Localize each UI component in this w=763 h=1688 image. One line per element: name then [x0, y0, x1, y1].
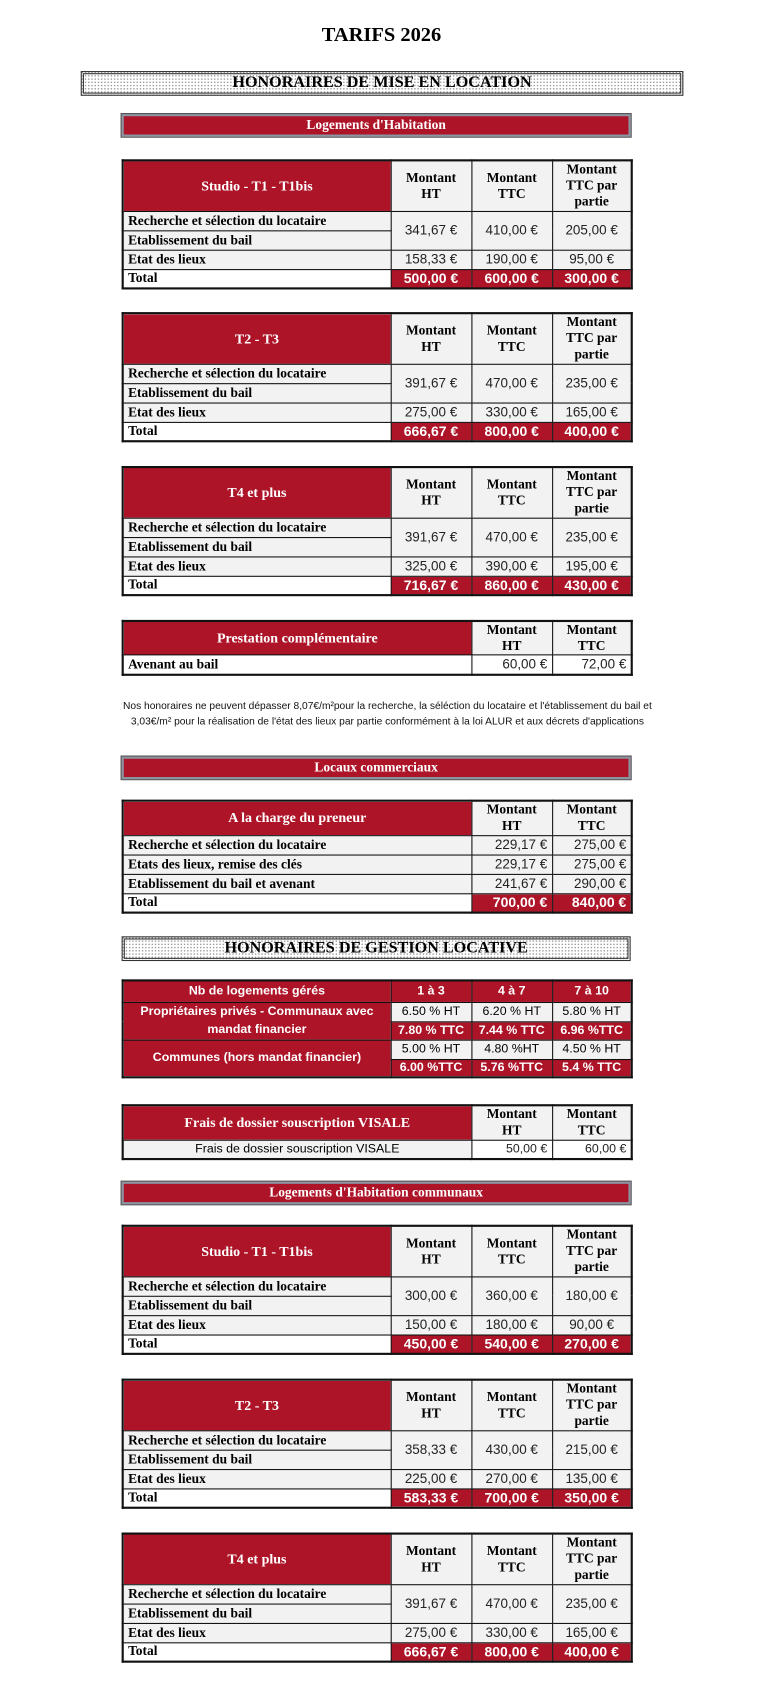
- table-row: [123, 422, 632, 441]
- rate-ttc-cell: 7.80 % TTC: [391, 1021, 472, 1039]
- total-cell: 400,00 €: [552, 1642, 632, 1661]
- column-header: Montant TTC: [552, 1105, 632, 1139]
- banner-gestion: [122, 936, 631, 961]
- table-row: [123, 1105, 632, 1139]
- rate-ttc-cell: 6.00 %TTC: [391, 1059, 472, 1077]
- total-cell: 860,00 €: [471, 576, 552, 595]
- row-label-recherche: Recherche et sélection du locataire: [123, 1430, 391, 1449]
- total-cell: 666,67 €: [391, 1642, 472, 1661]
- value-cell: 72,00 €: [552, 655, 632, 674]
- total-cell: 430,00 €: [552, 576, 632, 595]
- column-header: 1 à 3: [391, 980, 472, 1002]
- value-cell: 275,00 €: [552, 835, 632, 854]
- table-row: [123, 855, 632, 874]
- table-row: [123, 1623, 632, 1642]
- value-cell: 150,00 €: [391, 1315, 472, 1334]
- table-row: [123, 1469, 632, 1488]
- total-label: Total: [123, 1488, 391, 1507]
- column-header: Montant TTC: [471, 313, 552, 364]
- column-header: Montant HT: [391, 1226, 472, 1277]
- column-header: Montant HT: [391, 467, 472, 518]
- row-label-recherche: Recherche et sélection du locataire: [123, 211, 391, 230]
- section-habitation: Logements d'Habitation: [122, 114, 631, 137]
- table-row: [123, 893, 632, 912]
- total-label: Total: [123, 1334, 391, 1353]
- total-label: Total: [123, 1642, 391, 1661]
- value-cell: 165,00 €: [552, 402, 632, 421]
- table-row: [123, 874, 632, 893]
- table-row: [123, 980, 632, 1002]
- page-title: TARIFS 2026: [321, 23, 442, 47]
- value-cell: 229,17 €: [471, 835, 552, 854]
- fee-table-t2-t3: [122, 312, 633, 442]
- column-header: Montant HT: [391, 313, 472, 364]
- value-cell: 275,00 €: [391, 1623, 472, 1642]
- value-cell: 391,67 €: [391, 364, 472, 403]
- total-label: Total: [123, 576, 391, 595]
- table-row: [123, 364, 632, 383]
- rate-ht-cell: 6.50 % HT: [391, 1002, 472, 1021]
- rate-ht-cell: 4.80 %HT: [471, 1040, 552, 1059]
- column-header: Montant HT: [391, 160, 472, 211]
- rate-ttc-cell: 5.4 % TTC: [552, 1059, 632, 1077]
- rate-ttc-cell: 6.96 %TTC: [552, 1021, 632, 1039]
- value-cell: 390,00 €: [471, 556, 552, 575]
- column-header: 7 à 10: [552, 980, 632, 1002]
- value-cell: 358,33 €: [391, 1430, 472, 1469]
- table-row: [123, 1140, 632, 1159]
- row-label-bail: Etablissement du bail: [123, 1450, 391, 1469]
- total-label: Total: [123, 422, 391, 441]
- column-header: Montant TTC: [471, 467, 552, 518]
- value-cell: 430,00 €: [471, 1430, 552, 1469]
- row-label-recherche: Recherche et sélection du locataire: [123, 1276, 391, 1295]
- column-header: Montant HT: [471, 1105, 552, 1139]
- table-row: [123, 1534, 632, 1585]
- column-header: Montant TTC par partie: [552, 467, 632, 518]
- value-cell: 391,67 €: [391, 1584, 472, 1623]
- table-row: [123, 1584, 632, 1603]
- table-title: T4 et plus: [123, 467, 391, 518]
- value-cell: 330,00 €: [471, 1623, 552, 1642]
- table-title: Prestation complémentaire: [123, 621, 472, 655]
- row-label-recherche: Recherche et sélection du locataire: [123, 518, 391, 537]
- prestation-table: [122, 620, 633, 675]
- row-label: Recherche et sélection du locataire: [123, 835, 472, 854]
- legal-note: [65, 700, 711, 730]
- value-cell: 391,67 €: [391, 518, 472, 557]
- total-cell: 700,00 €: [471, 893, 552, 912]
- row-label-bail: Etablissement du bail: [123, 1296, 391, 1315]
- value-cell: 270,00 €: [471, 1469, 552, 1488]
- total-cell: 583,33 €: [391, 1488, 472, 1507]
- total-cell: 700,00 €: [471, 1488, 552, 1507]
- banner-mise-en-location: [81, 71, 684, 96]
- table-row: [123, 313, 632, 364]
- table-title: Frais de dossier souscription VISALE: [123, 1105, 472, 1139]
- value-cell: 180,00 €: [552, 1276, 632, 1315]
- value-cell: 50,00 €: [471, 1140, 552, 1159]
- column-header: Montant TTC par partie: [552, 1380, 632, 1431]
- table-row: [123, 1380, 632, 1431]
- column-header: Montant TTC: [471, 160, 552, 211]
- fee-table-studio-t1-t1bis: [122, 159, 633, 289]
- table-title: T4 et plus: [123, 1534, 391, 1585]
- value-cell: 205,00 €: [552, 211, 632, 250]
- value-cell: 135,00 €: [552, 1469, 632, 1488]
- value-cell: 330,00 €: [471, 402, 552, 421]
- value-cell: 158,33 €: [391, 250, 472, 269]
- total-cell: 666,67 €: [391, 422, 472, 441]
- value-cell: 60,00 €: [471, 655, 552, 674]
- table-row: [123, 402, 632, 421]
- column-header: Montant TTC par partie: [552, 160, 632, 211]
- value-cell: 165,00 €: [552, 1623, 632, 1642]
- value-cell: 300,00 €: [391, 1276, 472, 1315]
- rate-ttc-cell: 7.44 % TTC: [471, 1021, 552, 1039]
- row-label-etat: Etat des lieux: [123, 402, 391, 421]
- commerciaux-table: [122, 800, 633, 914]
- total-cell: 300,00 €: [552, 269, 632, 288]
- table-title: T2 - T3: [123, 1380, 391, 1431]
- table-row: [123, 160, 632, 211]
- table-row: [123, 250, 632, 269]
- gestion-table: [122, 979, 633, 1078]
- column-header: Montant TTC: [471, 1226, 552, 1277]
- column-header: Montant HT: [471, 621, 552, 655]
- rate-ht-cell: 4.50 % HT: [552, 1040, 632, 1059]
- table-row: [123, 801, 632, 835]
- value-cell: 410,00 €: [471, 211, 552, 250]
- row-label-recherche: Recherche et sélection du locataire: [123, 364, 391, 383]
- column-header: Montant HT: [391, 1534, 472, 1585]
- table-row: [123, 1430, 632, 1449]
- value-cell: 360,00 €: [471, 1276, 552, 1315]
- row-label-bail: Etablissement du bail: [123, 537, 391, 556]
- total-cell: 400,00 €: [552, 422, 632, 441]
- row-label: Etablissement du bail et avenant: [123, 874, 472, 893]
- table-row: [123, 467, 632, 518]
- row-label-etat: Etat des lieux: [123, 250, 391, 269]
- total-cell: 270,00 €: [552, 1334, 632, 1353]
- table-row: [123, 1002, 632, 1021]
- table-row: [123, 835, 632, 854]
- value-cell: 95,00 €: [552, 250, 632, 269]
- column-header: 4 à 7: [471, 980, 552, 1002]
- table-row: [123, 621, 632, 655]
- visale-table: [122, 1104, 633, 1160]
- column-header: Montant TTC: [471, 1534, 552, 1585]
- table-title: Studio - T1 - T1bis: [123, 160, 391, 211]
- table-row: [123, 269, 632, 288]
- table-row: [123, 1642, 632, 1661]
- rate-ttc-cell: 5.76 %TTC: [471, 1059, 552, 1077]
- table-row: [123, 655, 632, 674]
- value-cell: 60,00 €: [552, 1140, 632, 1159]
- table-title: T2 - T3: [123, 313, 391, 364]
- value-cell: 275,00 €: [552, 855, 632, 874]
- table-title: Studio - T1 - T1bis: [123, 1226, 391, 1277]
- value-cell: 470,00 €: [471, 1584, 552, 1623]
- value-cell: 470,00 €: [471, 364, 552, 403]
- value-cell: 275,00 €: [391, 402, 472, 421]
- total-label: Total: [123, 893, 472, 912]
- legal-note-line: Nos honoraires ne peuvent dépasser 8,07€/m²pour la recherche, la séléction du locataire et l'établissement du bail et: [123, 700, 652, 713]
- total-cell: 840,00 €: [552, 893, 632, 912]
- column-header: Montant TTC: [552, 621, 632, 655]
- value-cell: 229,17 €: [471, 855, 552, 874]
- banner-mise-en-location-text: HONORAIRES DE MISE EN LOCATION: [232, 74, 532, 92]
- row-label: Etats des lieux, remise des clés: [123, 855, 472, 874]
- total-cell: 500,00 €: [391, 269, 472, 288]
- value-cell: 325,00 €: [391, 556, 472, 575]
- rate-ht-cell: 5.80 % HT: [552, 1002, 632, 1021]
- total-cell: 450,00 €: [391, 1334, 472, 1353]
- table-row: [123, 518, 632, 537]
- table-row: [123, 1315, 632, 1334]
- value-cell: 215,00 €: [552, 1430, 632, 1469]
- row-label-bail: Etablissement du bail: [123, 230, 391, 249]
- value-cell: 90,00 €: [552, 1315, 632, 1334]
- column-header: Nb de logements gérés: [123, 980, 391, 1002]
- row-label: Frais de dossier souscription VISALE: [123, 1140, 472, 1159]
- value-cell: 225,00 €: [391, 1469, 472, 1488]
- value-cell: 195,00 €: [552, 556, 632, 575]
- table-row: [123, 1488, 632, 1507]
- fee-table-t2-t3: [122, 1379, 633, 1509]
- column-header: Montant HT: [471, 801, 552, 835]
- row-label-etat: Etat des lieux: [123, 1469, 391, 1488]
- column-header: Montant TTC: [552, 801, 632, 835]
- table-row: [123, 1276, 632, 1295]
- column-header: Montant TTC par partie: [552, 1226, 632, 1277]
- total-cell: 800,00 €: [471, 1642, 552, 1661]
- total-cell: 540,00 €: [471, 1334, 552, 1353]
- total-cell: 350,00 €: [552, 1488, 632, 1507]
- value-cell: 235,00 €: [552, 518, 632, 557]
- legal-note-line: 3,03€/m² pour la réalisation de l'état des lieux par partie conformément à la loi ALUR et aux décrets d'applications: [130, 715, 644, 728]
- rate-ht-cell: 5.00 % HT: [391, 1040, 472, 1059]
- total-cell: 600,00 €: [471, 269, 552, 288]
- row-label: Avenant au bail: [123, 655, 472, 674]
- row-label-etat: Etat des lieux: [123, 556, 391, 575]
- value-cell: 235,00 €: [552, 1584, 632, 1623]
- table-row: [123, 556, 632, 575]
- total-label: Total: [123, 269, 391, 288]
- value-cell: 470,00 €: [471, 518, 552, 557]
- value-cell: 241,67 €: [471, 874, 552, 893]
- row-label: Propriétaires privés - Communaux avec mandat financier: [123, 1002, 391, 1040]
- column-header: Montant TTC par partie: [552, 1534, 632, 1585]
- table-row: [123, 211, 632, 230]
- column-header: Montant HT: [391, 1380, 472, 1431]
- column-header: Montant TTC par partie: [552, 313, 632, 364]
- row-label-etat: Etat des lieux: [123, 1623, 391, 1642]
- total-cell: 800,00 €: [471, 422, 552, 441]
- row-label-bail: Etablissement du bail: [123, 383, 391, 402]
- row-label-bail: Etablissement du bail: [123, 1604, 391, 1623]
- row-label: Communes (hors mandat financier): [123, 1040, 391, 1078]
- value-cell: 290,00 €: [552, 874, 632, 893]
- value-cell: 180,00 €: [471, 1315, 552, 1334]
- fee-table-studio-t1-t1bis: [122, 1225, 633, 1355]
- row-label-etat: Etat des lieux: [123, 1315, 391, 1334]
- table-row: [123, 576, 632, 595]
- value-cell: 235,00 €: [552, 364, 632, 403]
- row-label-recherche: Recherche et sélection du locataire: [123, 1584, 391, 1603]
- table-row: [123, 1040, 632, 1059]
- column-header: Montant TTC: [471, 1380, 552, 1431]
- banner-gestion-text: HONORAIRES DE GESTION LOCATIVE: [224, 939, 528, 957]
- fee-table-t4-et-plus: [122, 1533, 633, 1663]
- table-row: [123, 1226, 632, 1277]
- table-row: [123, 1334, 632, 1353]
- value-cell: 190,00 €: [471, 250, 552, 269]
- fee-table-t4-et-plus: [122, 466, 633, 596]
- section-communaux: Logements d'Habitation communaux: [122, 1182, 631, 1205]
- value-cell: 341,67 €: [391, 211, 472, 250]
- rate-ht-cell: 6.20 % HT: [471, 1002, 552, 1021]
- table-title: A la charge du preneur: [123, 801, 472, 835]
- total-cell: 716,67 €: [391, 576, 472, 595]
- section-commerciaux: Locaux commerciaux: [122, 757, 631, 780]
